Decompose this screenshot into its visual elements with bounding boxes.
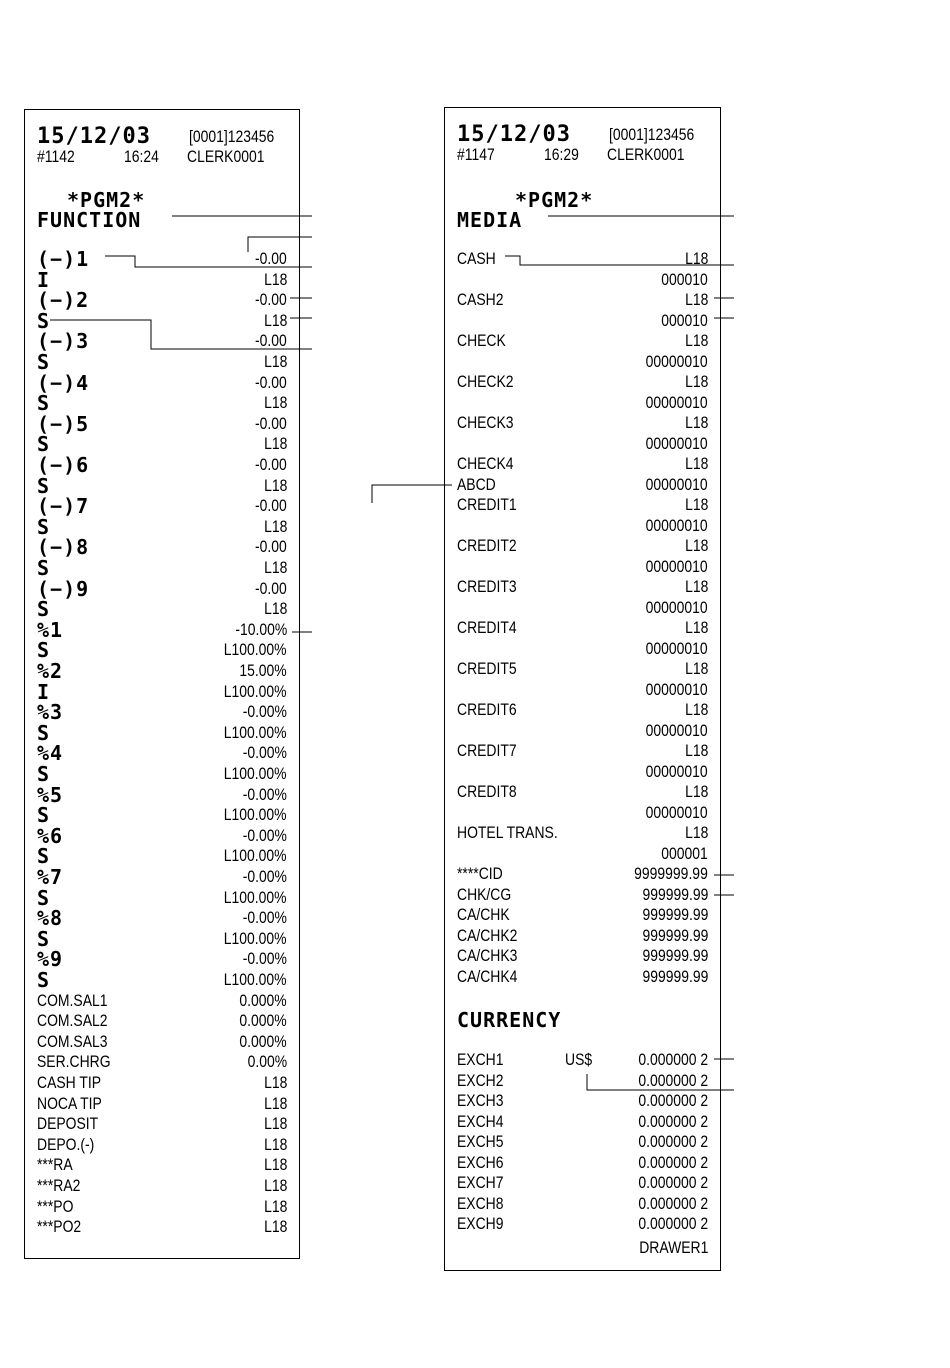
row-value: -0.00 <box>255 372 287 392</box>
receipt-row <box>457 495 708 515</box>
receipt-row <box>37 867 287 887</box>
receipt-row <box>457 413 708 433</box>
row-value: 0.000% <box>239 1031 287 1051</box>
row-value: L18 <box>263 352 287 371</box>
row-label: ***RA2 <box>37 1176 81 1195</box>
row-label: CA/CHK2 <box>457 925 518 945</box>
receipt-media <box>444 107 721 1271</box>
row-value: -0.00 <box>255 331 287 351</box>
row-label: I <box>37 267 51 292</box>
row-label: %5 <box>37 782 64 807</box>
row-value: L18 <box>263 1155 287 1175</box>
row-value: L18 <box>684 823 708 842</box>
row-label: CREDIT7 <box>457 741 517 760</box>
clerk-name: CLERK0001 <box>187 147 265 166</box>
receipt-row <box>37 411 287 436</box>
row-value: -0.00% <box>242 867 287 886</box>
row-value: L18 <box>263 393 287 413</box>
receipt-row <box>457 659 708 679</box>
receipt-function <box>24 109 300 1259</box>
receipt-row <box>37 1114 287 1134</box>
row-value: L18 <box>684 454 708 473</box>
receipt-row <box>457 639 708 659</box>
row-label: CA/CHK <box>457 905 510 924</box>
row-value: -0.00 <box>255 537 287 557</box>
consecutive-number: #1142 <box>37 147 75 166</box>
receipt-row <box>457 967 708 987</box>
row-label: S <box>37 926 51 951</box>
receipt-row <box>37 1176 287 1196</box>
receipt-row <box>457 249 708 269</box>
row-label: CHECK2 <box>457 372 514 391</box>
row-value: 00000010 <box>645 433 708 453</box>
row-label: S <box>37 473 51 498</box>
row-label: CHECK4 <box>457 454 514 473</box>
drawer-label: DRAWER1 <box>638 1238 708 1257</box>
row-label: S <box>37 308 51 333</box>
row-value: -0.00% <box>242 825 287 845</box>
receipt-row <box>457 1194 708 1214</box>
receipt-row <box>457 434 708 454</box>
row-label: CASH TIP <box>37 1073 102 1092</box>
receipt-row <box>457 864 708 884</box>
receipt-row <box>37 1197 287 1217</box>
row-value: L18 <box>263 1114 287 1134</box>
row-value: L18 <box>263 475 287 495</box>
row-label: EXCH9 <box>457 1214 504 1233</box>
row-value: L18 <box>263 310 287 330</box>
row-label: %1 <box>37 617 64 642</box>
row-label: EXCH2 <box>457 1070 504 1090</box>
row-label: CREDIT8 <box>457 782 517 801</box>
receipt-row <box>457 1112 708 1132</box>
receipt-row <box>37 576 287 601</box>
row-label: EXCH4 <box>457 1111 504 1131</box>
row-value: L18 <box>263 599 287 619</box>
receipt-row <box>37 1073 287 1093</box>
row-value: 000010 <box>661 269 708 289</box>
row-label: S <box>37 968 51 992</box>
row-label: CA/CHK4 <box>457 966 518 986</box>
row-value: 0.000000 2 <box>638 1173 708 1192</box>
row-label: HOTEL TRANS. <box>457 823 558 842</box>
row-label: S <box>37 885 51 910</box>
row-label: ***PO <box>37 1196 74 1216</box>
row-value: 999999.99 <box>642 884 708 904</box>
receipt-row <box>37 926 287 951</box>
receipt-row <box>37 1094 287 1114</box>
row-value: 999999.99 <box>642 925 708 945</box>
receipt-row <box>37 494 287 519</box>
row-value: 15.00% <box>239 661 287 680</box>
row-label: COM.SAL3 <box>37 1031 108 1051</box>
receipt-row <box>457 926 708 946</box>
receipt-row <box>37 947 287 972</box>
receipt-row <box>37 535 287 560</box>
row-label: S <box>37 432 51 457</box>
row-label: CREDIT3 <box>457 577 517 596</box>
receipt-row <box>457 1091 708 1111</box>
row-value: 0.000% <box>239 990 287 1010</box>
row-value: L18 <box>263 516 287 536</box>
receipt-row <box>37 782 287 807</box>
row-value: -0.00% <box>242 908 287 928</box>
receipt-row <box>37 885 287 910</box>
row-label: S <box>37 556 51 580</box>
row-label: CHECK3 <box>457 413 514 432</box>
receipt-row <box>457 1214 708 1234</box>
clerk-name: CLERK0001 <box>607 145 685 164</box>
receipt-row <box>457 516 708 536</box>
row-value: -0.00 <box>255 290 287 310</box>
row-value: 00000010 <box>645 556 708 576</box>
row-value: L100.00% <box>224 764 287 783</box>
receipt-row <box>457 1153 708 1173</box>
row-label: %9 <box>37 947 64 972</box>
row-value: 0.000000 2 <box>638 1111 708 1131</box>
drawer-footer-row <box>457 1238 708 1258</box>
receipt-row <box>457 741 708 761</box>
row-label: S <box>37 350 51 374</box>
row-label: S <box>37 391 51 416</box>
receipt-row <box>37 432 287 457</box>
row-value: L18 <box>263 434 287 454</box>
section-title: FUNCTION <box>37 208 142 232</box>
row-value: L18 <box>263 1176 287 1195</box>
row-value: 00000010 <box>645 761 708 781</box>
receipt-row <box>37 906 287 931</box>
row-label: S <box>37 638 51 663</box>
row-label: S <box>37 803 51 828</box>
receipt-row <box>37 679 287 704</box>
row-label: ***PO2 <box>37 1217 82 1237</box>
receipt-row <box>37 638 287 663</box>
row-label: I <box>37 679 51 704</box>
row-value: 0.00% <box>247 1052 287 1072</box>
row-value: L18 <box>684 331 708 350</box>
row-value: 000010 <box>661 310 708 330</box>
receipt-row <box>37 1217 287 1237</box>
receipt-row <box>37 288 287 313</box>
receipt-row <box>37 473 287 498</box>
receipt-row <box>457 762 708 782</box>
row-value: L18 <box>684 782 708 801</box>
row-label: NOCA TIP <box>37 1093 102 1113</box>
receipt-row <box>457 823 708 843</box>
receipt-row <box>37 844 287 869</box>
row-label: EXCH6 <box>457 1152 504 1172</box>
receipt-date: 15/12/03 <box>457 122 571 147</box>
row-value: 00000010 <box>645 392 708 412</box>
receipt-row <box>457 721 708 741</box>
row-label: ABCD <box>457 474 496 494</box>
row-label: (−)9 <box>37 576 90 601</box>
receipt-row <box>37 1135 287 1155</box>
row-label: (−)1 <box>37 247 90 271</box>
receipt-date: 15/12/03 <box>37 124 151 149</box>
row-value: L100.00% <box>224 846 287 866</box>
row-value: 00000010 <box>645 351 708 371</box>
row-label: (−)8 <box>37 535 90 560</box>
receipt-row <box>457 598 708 618</box>
row-label: S <box>37 844 51 869</box>
row-value: 999999.99 <box>642 946 708 965</box>
row-value: L18 <box>684 290 708 309</box>
receipt-row <box>37 720 287 745</box>
row-label: CASH2 <box>457 290 504 309</box>
row-value: L18 <box>684 618 708 637</box>
row-label: (−)4 <box>37 370 90 395</box>
row-label: COM.SAL2 <box>37 1011 108 1031</box>
receipt-row <box>457 782 708 802</box>
row-label: CREDIT4 <box>457 618 517 637</box>
receipt-row <box>37 661 287 681</box>
row-value: 00000010 <box>645 638 708 658</box>
row-value: -0.00% <box>242 743 287 763</box>
row-label: CREDIT2 <box>457 536 517 555</box>
row-value: L100.00% <box>224 887 287 907</box>
receipt-row <box>457 270 708 290</box>
register-number: [0001]123456 <box>189 127 275 146</box>
row-value: -0.00 <box>255 455 287 474</box>
row-label: (−)2 <box>37 288 90 313</box>
row-value: L18 <box>263 1196 287 1216</box>
receipt-row <box>457 700 708 720</box>
row-value: 9999999.99 <box>634 864 708 883</box>
callout-line <box>372 485 452 503</box>
receipt-row <box>37 329 287 354</box>
receipt-row <box>457 1071 708 1091</box>
row-label: %4 <box>37 741 64 766</box>
receipt-row <box>457 905 708 925</box>
receipt-row <box>37 970 287 990</box>
row-value: 00000010 <box>645 720 708 740</box>
receipt-row <box>37 352 287 372</box>
row-label: CASH <box>457 249 496 268</box>
receipt-row <box>457 803 708 823</box>
receipt-row <box>37 1011 287 1031</box>
row-value: 0.000000 2 <box>638 1070 708 1090</box>
receipt-row <box>457 844 708 864</box>
row-value: L18 <box>684 249 708 268</box>
row-label: S <box>37 720 51 745</box>
row-value: -0.00% <box>242 784 287 804</box>
receipt-row <box>457 311 708 331</box>
receipt-time: 16:24 <box>124 147 159 166</box>
row-label: EXCH7 <box>457 1173 504 1192</box>
currency-symbol: US$ <box>565 1050 593 1069</box>
row-label: S <box>37 762 51 786</box>
row-value: L18 <box>684 536 708 555</box>
row-label: (−)6 <box>37 453 90 477</box>
row-label: %3 <box>37 700 64 725</box>
row-value: L18 <box>263 1134 287 1154</box>
row-value: 0.000000 2 <box>638 1193 708 1213</box>
row-label: EXCH5 <box>457 1132 504 1151</box>
row-value: 00000010 <box>645 597 708 617</box>
row-value: L18 <box>684 372 708 391</box>
receipt-row <box>37 741 287 766</box>
row-value: -10.00% <box>235 619 287 639</box>
row-label: DEPO.(-) <box>37 1134 95 1154</box>
receipt-row <box>37 514 287 539</box>
receipt-row <box>37 700 287 725</box>
row-value: -0.00 <box>255 249 287 268</box>
row-value: L18 <box>684 700 708 719</box>
row-label: %8 <box>37 906 64 931</box>
receipt-row <box>457 618 708 638</box>
row-label: %2 <box>37 659 64 683</box>
row-value: 000001 <box>661 843 708 863</box>
row-value: 00000010 <box>645 802 708 822</box>
receipt-row <box>37 1155 287 1175</box>
row-value: 999999.99 <box>642 966 708 986</box>
receipt-row <box>37 1032 287 1052</box>
row-value: -0.00 <box>255 413 287 433</box>
row-value: L18 <box>263 558 287 577</box>
row-value: -0.00% <box>242 702 287 722</box>
receipt-row <box>457 885 708 905</box>
mode-title: *PGM2* <box>67 188 146 212</box>
row-label: EXCH8 <box>457 1193 504 1213</box>
row-label: (−)7 <box>37 494 90 519</box>
row-value: L18 <box>684 413 708 432</box>
row-value: L100.00% <box>224 970 287 989</box>
receipt-row <box>457 393 708 413</box>
row-value: 0.000% <box>239 1011 287 1031</box>
receipt-row <box>37 455 287 475</box>
receipt-row <box>37 558 287 578</box>
row-value: 0.000000 2 <box>638 1132 708 1151</box>
row-value: L18 <box>684 577 708 596</box>
row-value: L100.00% <box>224 805 287 825</box>
row-value: 00000010 <box>645 474 708 494</box>
row-value: L100.00% <box>224 928 287 948</box>
receipt-row <box>37 991 287 1011</box>
row-value: L100.00% <box>224 681 287 701</box>
receipt-row <box>37 803 287 828</box>
row-label: CREDIT5 <box>457 659 517 678</box>
mode-title: *PGM2* <box>515 188 594 212</box>
row-label: EXCH1 <box>457 1050 504 1069</box>
receipt-row <box>457 290 708 310</box>
row-value: -0.00 <box>255 578 287 598</box>
row-value: L100.00% <box>224 640 287 660</box>
row-label: ****CID <box>457 864 503 883</box>
row-value: 0.000000 2 <box>638 1152 708 1172</box>
receipt-row <box>457 1173 708 1193</box>
row-label: CHK/CG <box>457 884 512 904</box>
row-label: (−)5 <box>37 411 90 436</box>
receipt-row <box>457 557 708 577</box>
receipt-row <box>457 372 708 392</box>
currency-title: CURRENCY <box>457 1008 562 1032</box>
row-value: L18 <box>263 269 287 289</box>
receipt-row <box>37 267 287 292</box>
receipt-row <box>37 308 287 333</box>
row-value: 999999.99 <box>642 905 708 924</box>
row-label: ***RA <box>37 1155 73 1175</box>
row-value: L18 <box>684 741 708 760</box>
row-value: -0.00 <box>255 496 287 516</box>
row-label: (−)3 <box>37 329 90 354</box>
receipt-row <box>37 249 287 269</box>
receipt-row <box>37 823 287 848</box>
receipt-row <box>37 391 287 416</box>
row-value: 0.000000 2 <box>638 1214 708 1233</box>
receipt-row <box>457 352 708 372</box>
receipt-time: 16:29 <box>544 145 579 164</box>
row-label: CA/CHK3 <box>457 946 518 965</box>
row-label: EXCH3 <box>457 1091 504 1110</box>
row-label: %7 <box>37 865 64 889</box>
receipt-row <box>457 536 708 556</box>
receipt-row <box>457 946 708 966</box>
register-number: [0001]123456 <box>609 125 695 144</box>
receipt-row <box>37 597 287 622</box>
receipt-row <box>457 454 708 474</box>
receipt-row <box>457 577 708 597</box>
row-label: SER.CHRG <box>37 1052 111 1072</box>
receipt-row <box>457 331 708 351</box>
receipt-row <box>37 617 287 642</box>
receipt-row <box>457 1132 708 1152</box>
receipt-row <box>37 764 287 784</box>
row-label: CHECK <box>457 331 506 350</box>
row-label: DEPOSIT <box>37 1114 99 1134</box>
consecutive-number: #1147 <box>457 145 495 164</box>
section-title: MEDIA <box>457 208 523 232</box>
row-value: L100.00% <box>224 722 287 742</box>
receipt-row <box>37 1052 287 1072</box>
row-value: 00000010 <box>645 679 708 699</box>
row-label: %6 <box>37 823 64 848</box>
receipt-row <box>457 1050 708 1070</box>
row-value: 0.000000 2 <box>638 1050 708 1069</box>
row-label: CREDIT1 <box>457 495 517 514</box>
row-value: L18 <box>684 659 708 678</box>
row-label: COM.SAL1 <box>37 990 108 1010</box>
row-value: L18 <box>263 1217 287 1237</box>
row-value: L18 <box>263 1073 287 1092</box>
row-value: 00000010 <box>645 515 708 535</box>
row-label: CREDIT6 <box>457 700 517 719</box>
row-value: 0.000000 2 <box>638 1091 708 1110</box>
receipt-row <box>457 680 708 700</box>
row-value: -0.00% <box>242 949 287 969</box>
row-value: L18 <box>263 1093 287 1113</box>
receipt-row <box>457 475 708 495</box>
row-label: S <box>37 597 51 622</box>
row-label: S <box>37 514 51 539</box>
row-value: L18 <box>684 495 708 514</box>
receipt-row <box>37 370 287 395</box>
